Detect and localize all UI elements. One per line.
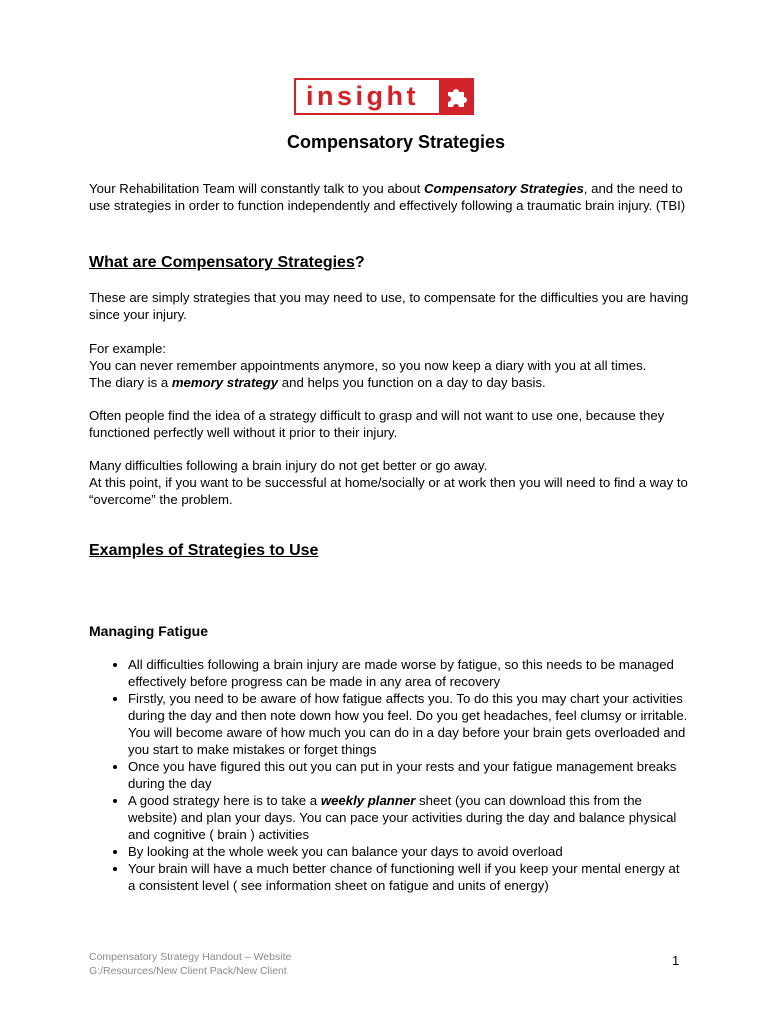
example-line-memory: The diary is a memory strategy and helps you function on a day to day basis. <box>89 375 546 390</box>
page-number: 1 <box>672 953 680 968</box>
section1-paragraph: These are simply strategies that you may need to use, to compensate for the difficulties you are having since your injury. <box>89 290 689 322</box>
intro-paragraph: Your Rehabilitation Team will constantly talk to you about Compensatory Strategies, and the need to use strategies in order to function independently and effectively following a traumatic brain injury. (TBI) <box>89 181 686 213</box>
fatigue-bullet-list <box>89 656 689 894</box>
page-title: Compensatory Strategies <box>286 132 506 152</box>
list-item: • Once you have figured this out you can put in your rests and your fatigue management breaks during the day <box>128 758 689 792</box>
example-line: You can never remember appointments anymore, so you now keep a diary with you at all times. <box>89 358 647 373</box>
insight-logo <box>294 78 474 115</box>
weekly-planner-emphasis: weekly planner <box>320 793 416 808</box>
list-item: • Your brain will have a much better chance of functioning well if you keep your mental energy at a consistent level ( see information sheet on fatigue and units of energy) <box>128 860 689 894</box>
intro-emphasis: Compensatory Strategies <box>424 181 584 196</box>
section1-paragraph-difficulties: Many difficulties following a brain injury do not get better or go away. <box>89 458 488 473</box>
footer-path: G:/Resources/New Client Pack/New Client <box>89 965 287 977</box>
section1-paragraph-strategy: Often people find the idea of a strategy difficult to grasp and will not want to use one, because they functioned perfectly well without it prior to their injury. <box>89 408 665 440</box>
document-body <box>89 132 689 894</box>
list-item: • By looking at the whole week you can balance your days to avoid overload <box>128 843 689 860</box>
logo-text: insight <box>306 81 419 111</box>
puzzle-piece-icon <box>439 80 472 113</box>
footer-line: Compensatory Strategy Handout – Website <box>89 951 292 963</box>
section1-paragraph-overcome: At this point, if you want to be successful at home/socially or at work then you will need to find a way to “overcome” the problem. <box>89 475 688 507</box>
example-label: For example: <box>89 341 166 356</box>
memory-strategy-emphasis: memory strategy <box>171 375 279 390</box>
list-item: • A good strategy here is to take a weekly planner sheet (you can download this from the website) and plan your days. You can pace your activities during the day and balance physical and cognitive ( brain ) activities <box>128 792 689 843</box>
section-heading-what: What are Compensatory Strategies? <box>89 254 365 271</box>
page-footer <box>89 950 291 978</box>
list-item: • All difficulties following a brain injury are made worse by fatigue, so this needs to be managed effectively before progress can be made in any area of recovery <box>128 656 689 690</box>
section-heading-examples: Examples of Strategies to Use <box>89 542 319 559</box>
subheading-managing-fatigue: Managing Fatigue <box>89 623 208 639</box>
list-item: • Firstly, you need to be aware of how fatigue affects you. To do this you may chart your activities during the day and then note down how you feel. Do you get headaches, feel clumsy or irritable. You will become aware of how much you can do in a day before your brain gets overloaded and you start to make mistakes or forget things <box>128 690 689 758</box>
